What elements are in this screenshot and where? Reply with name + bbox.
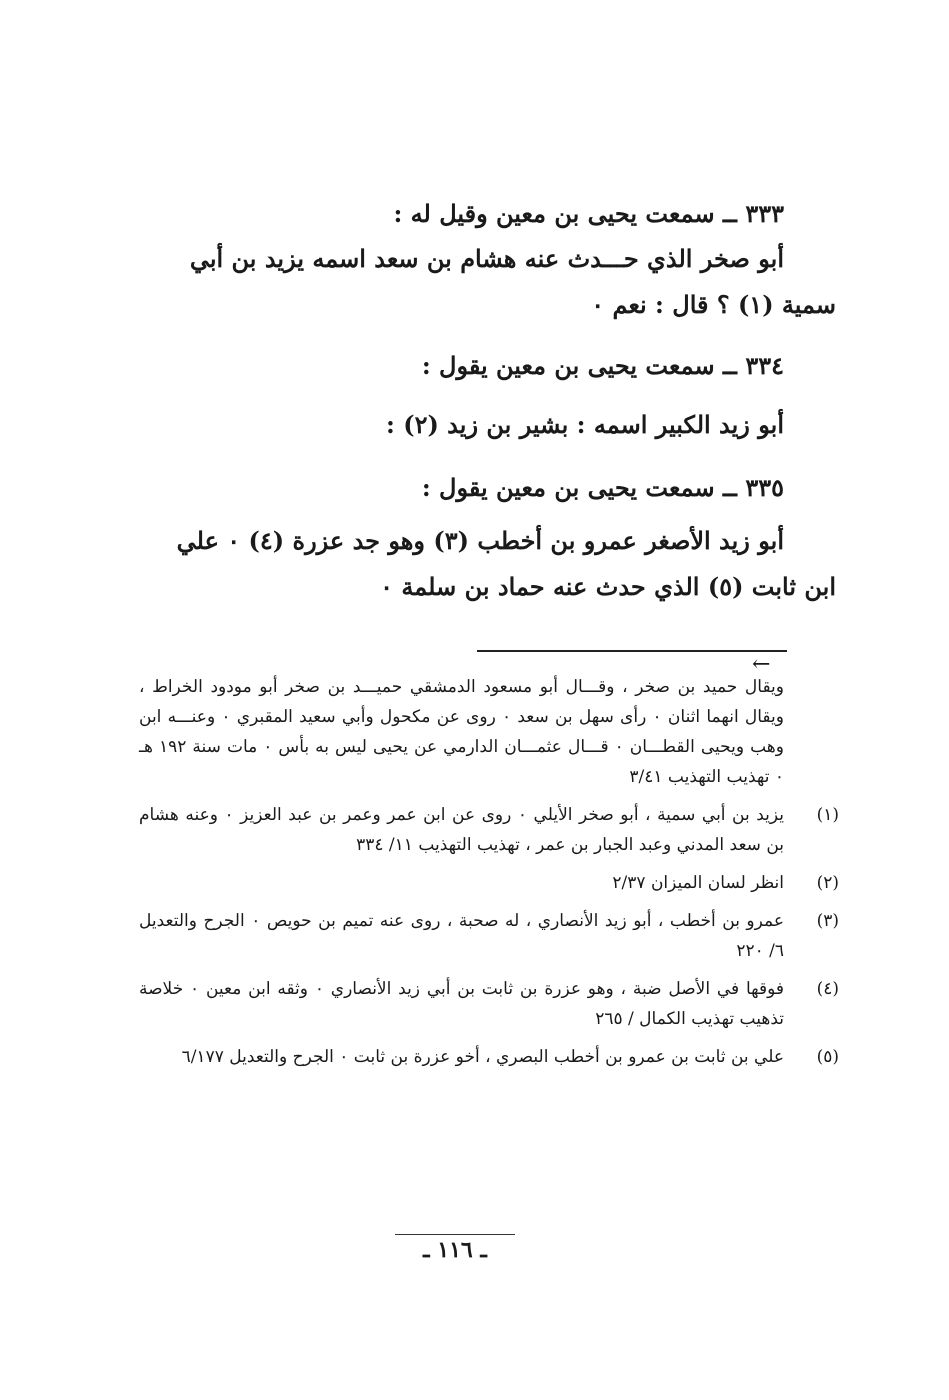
entry-334 — [139, 344, 784, 448]
footnote-number: (٢) — [816, 873, 839, 893]
entry-heading: ٣٣٤ ــ سمعت يحيى بن معين يقول : — [421, 351, 784, 380]
entry-text — [139, 518, 836, 610]
footnote-continuation: ويقال حميد بن صخر ، وقـــال أبو مسعود الدمشقي حميـــد بن صخر أبو مودود الخراط ، ويقال انهما اثنان ٠ رأى سهل بن سعد ٠ روى عن مكحول وأبي سعيد المقبري ٠ وعنـــه ابن وهب ويحيى القطـــان ٠ قـــال عثمـــان الدارمي عن يحيى ليس به بأس ٠ مات سنة ١٩٢ هـ ٠ تهذيب التهذيب ٣/٤١ — [139, 677, 784, 787]
entry-heading: ٣٣٣ ــ سمعت يحيى بن معين وقيل له : — [393, 199, 784, 228]
continuation-arrow-icon: ← — [752, 652, 771, 677]
footnote-5 — [139, 1042, 839, 1072]
entry-333 — [139, 192, 836, 328]
footnote-1 — [139, 800, 839, 860]
footnote-4 — [139, 974, 839, 1034]
entry-text — [139, 236, 836, 328]
footnote-number: (٥) — [816, 1047, 839, 1067]
footnote-number: (١) — [816, 805, 839, 825]
footnote-text: يزيد بن أبي سمية ، أبو صخر الأيلي ٠ روى عن ابن عمر وعمر بن عبد العزيز ٠ وعنه هشام بن سعد المدني وعبد الجبار بن عمر ، تهذيب التهذيب ١١/ ٣٣٤ — [139, 805, 784, 855]
footnote-number: (٣) — [816, 911, 839, 931]
footnote-3 — [139, 906, 839, 966]
entry-line: سمية (١) ؟ قال : نعم ٠ — [591, 290, 836, 319]
footnote-2 — [139, 868, 839, 898]
footnotes — [139, 672, 839, 1080]
footnote-text: انظر لسان الميزان ٢/٣٧ — [612, 873, 784, 893]
entry-line: أبو زيد الأصغر عمرو بن أخطب (٣) وهو جد عزرة (٤) ٠ علي — [176, 526, 784, 555]
entry-text — [139, 402, 784, 448]
page-number: ـ ١١٦ ـ — [423, 1237, 487, 1263]
footnote-number: (٤) — [816, 979, 839, 999]
footnote-text: علي بن ثابت بن عمرو بن أخطب البصري ، أخو عزرة بن ثابت ٠ الجرح والتعديل ٦/١٧٧ — [181, 1047, 784, 1067]
footnote-text: عمرو بن أخطب ، أبو زيد الأنصاري ، له صحبة ، روى عنه تميم بن حويص ٠ الجرح والتعديل ٦/ ٢٢٠ — [139, 911, 784, 961]
footnote-separator — [477, 650, 787, 652]
footnote-text: فوقها في الأصل ضبة ، وهو عزرة بن ثابت بن أبي زيد الأنصاري ٠ وثقه ابن معين ٠ خلاصة تذهيب تهذيب الكمال / ٢٦٥ — [139, 979, 785, 1029]
entry-line: أبو صخر الذي حـــدث عنه هشام بن سعد اسمه يزيد بن أبي — [189, 244, 784, 273]
main-text — [139, 192, 836, 626]
entry-335 — [139, 466, 836, 610]
entry-line: ابن ثابت (٥) الذي حدث عنه حماد بن سلمة ٠ — [380, 572, 836, 601]
entry-line: أبو زيد الكبير اسمه : بشير بن زيد (٢) : — [385, 410, 784, 439]
page-number-rule — [395, 1234, 515, 1235]
entry-heading: ٣٣٥ ــ سمعت يحيى بن معين يقول : — [421, 473, 784, 502]
